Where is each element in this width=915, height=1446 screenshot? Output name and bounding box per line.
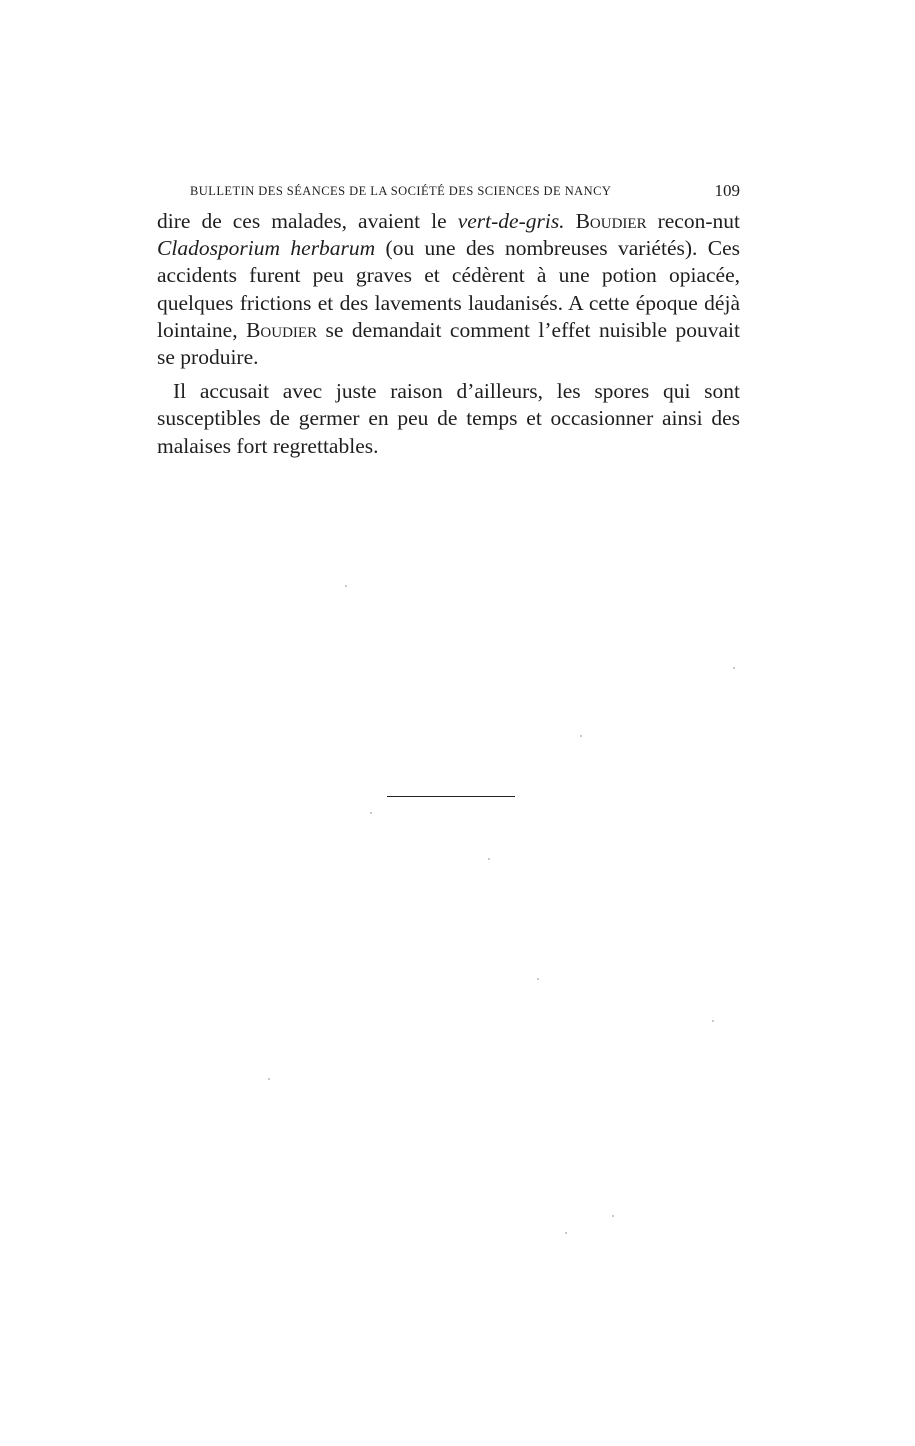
- text-segment: se demandait comment l’effet nuisible pouvait se produire.: [157, 317, 741, 370]
- body-text: [157, 208, 740, 460]
- paragraph-1: [157, 208, 740, 371]
- scan-speck: [537, 978, 539, 980]
- scan-speck: [733, 667, 735, 669]
- scan-speck: [268, 1078, 270, 1080]
- italic-species-name: Cladosporium herbarum: [157, 236, 376, 261]
- author-name-boudier: Boudier: [246, 317, 318, 342]
- text-segment: Il accusait avec juste raison d’ailleurs, les spores qui sont susceptibles de germer en peu de temps et occasionner ainsi des malaises fort regrettables.: [157, 379, 740, 458]
- scan-speck: [612, 1215, 614, 1217]
- text-segment: (ou une des nombreuses variétés). Ces accidents furent peu graves et cédèrent à une potion opiacée, quelques frictions et des lavements laudanisés. A cette époque déjà lointaine,: [157, 236, 740, 342]
- text-segment: dire de ces malades, avaient le: [157, 209, 458, 233]
- text-segment: [565, 209, 576, 233]
- scan-speck: [488, 858, 490, 860]
- scan-speck: [712, 1020, 714, 1022]
- page-number: 109: [714, 181, 740, 200]
- page-header: [190, 179, 740, 203]
- scan-speck: [565, 1232, 567, 1234]
- scan-speck: [370, 812, 372, 814]
- running-head: BULLETIN DES SÉANCES DE LA SOCIÉTÉ DES SCIENCES DE NANCY: [190, 184, 612, 198]
- scan-speck: [345, 585, 347, 587]
- text-segment: recon-nut: [646, 209, 740, 233]
- paragraph-2: [157, 378, 740, 460]
- section-divider: [387, 796, 515, 797]
- scan-speck: [580, 735, 582, 737]
- author-name-boudier: Boudier: [575, 209, 647, 233]
- italic-term-vert-de-gris: vert-de-gris.: [457, 209, 565, 233]
